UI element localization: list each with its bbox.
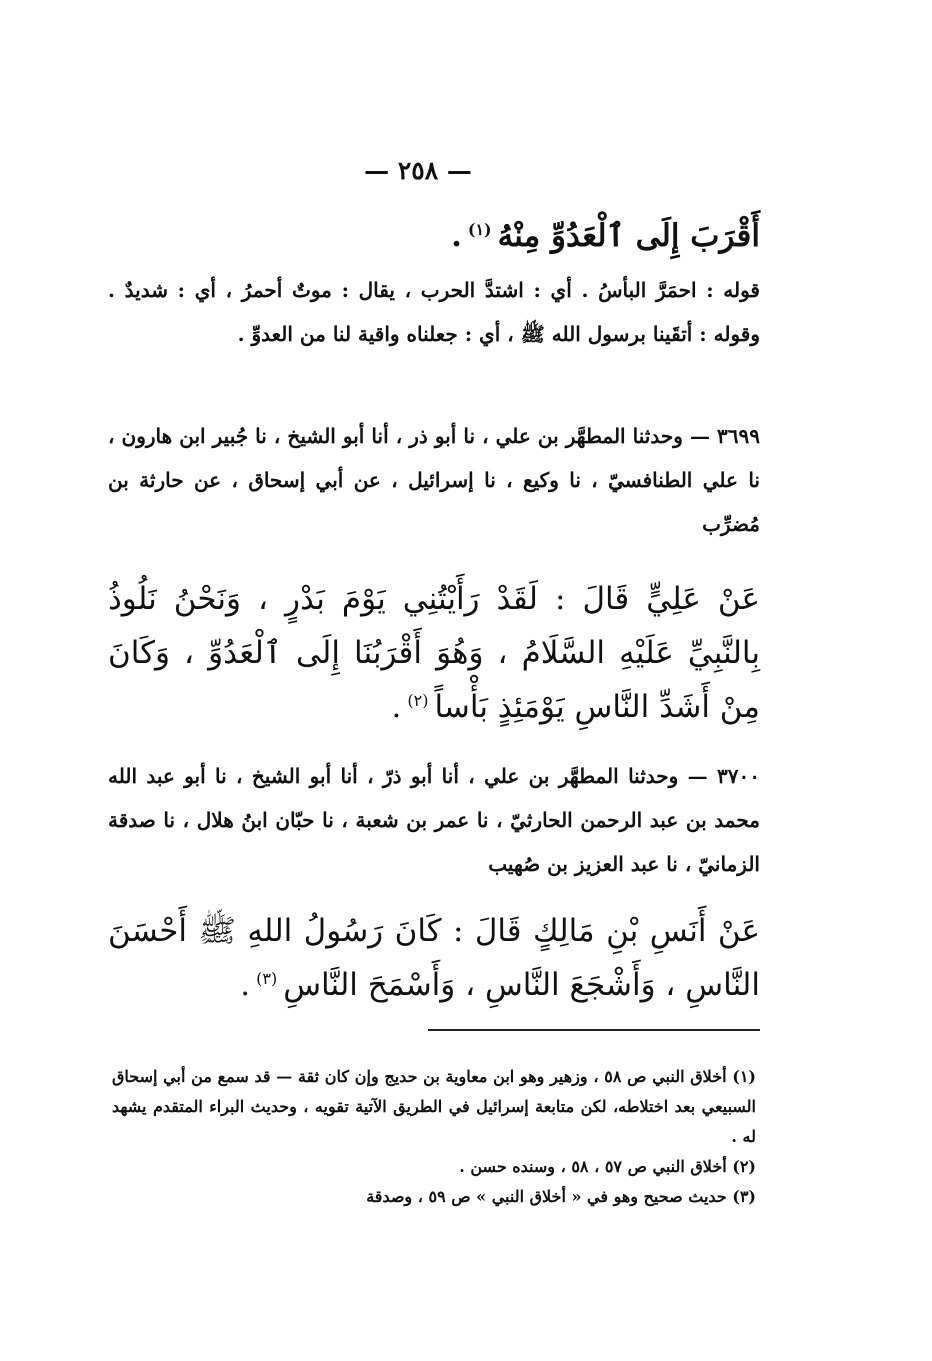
isnad-3699: ٣٦٩٩ — وحدثنا المطهَّر بن علي ، نا أبو ذر ، أنا أبو الشيخ ، نا جُبير ابن هارون ، نا علي الطنافسيّ ، نا وكيع ، نا إسرائيل ، عن أبي إسحاق ، عن حارثة بن مُضرِّب — [108, 424, 760, 536]
opening-line-text: أَقْرَبَ إِلَى ٱلْعَدُوِّ مِنْهُ — [497, 218, 760, 254]
matn-3700 — [108, 904, 760, 1012]
footnote-1: (١) أخلاق النبي ص ٥٨ ، وزهير وهو ابن معاوية بن حديج وإن كان ثقة — قد سمع من أبي إسحاق السبيعي بعد اختلاطه، لكن متابعة إسرائيل في الطريق الآتية تقويه ، وحديث البراء المتقدم يشهد له . — [112, 1067, 756, 1146]
matn-3699 — [108, 572, 760, 734]
matn-3700-text: عَنْ أَنَسِ بْنِ مَالِكٍ قَالَ : كَانَ رَسُولُ اللهِ ﷺ أَحْسَنَ النَّاسِ ، وَأَشْجَعَ النَّاسِ ، وَأَسْمَحَ النَّاسِ — [108, 913, 760, 1003]
opening-line — [108, 214, 760, 258]
page-number: — ٢٥٨ — — [364, 156, 472, 185]
footnote-3: (٣) حديث صحيح وهو في « أخلاق النبي » ص ٥٩ ، وصدقة — [366, 1187, 756, 1206]
footnote-ref-2: (٢) — [407, 690, 429, 710]
matn-3699-end: . — [391, 689, 402, 725]
matn-3700-end: . — [240, 967, 251, 1003]
footnote-separator — [428, 1029, 760, 1031]
footnotes — [112, 1062, 756, 1212]
isnad-3700: ٣٧٠٠ — وحدثنا المطهَّر بن علي ، أنا أبو ذرّ ، أنا أبو الشيخ ، نا أبو عبد الله محمد بن عبد الرحمن الحارثيّ ، نا عمر بن شعبة ، نا حبّان ابنُ هلال ، نا صدقة الزمانيّ ، نا عبد العزيز بن صُهيب — [108, 764, 760, 876]
matn-3699-text: عَنْ عَلِيٍّ قَالَ : لَقَدْ رَأَيْتُنِي يَوْمَ بَدْرٍ ، وَنَحْنُ نَلُوذُ بِالنَّبِيِّ عَلَيْهِ السَّلَامُ ، وَهُوَ أَقْرَبُنَا إِلَى ٱلْعَدُوِّ ، وَكَانَ مِنْ أَشَدِّ النَّاسِ يَوْمَئِذٍ بَأْساً — [108, 581, 760, 725]
commentary-paragraph: قوله : احمَرَّ البأسُ . أي : اشتدَّ الحرب ، يقال : موتٌ أحمرُ ، أي : شديدٌ . وقوله : أتقَينا برسول الله ﷺ ، أي : جعلناه واقية لنا من العدوِّ . — [108, 278, 760, 346]
footnote-ref-3: (٣) — [256, 968, 278, 988]
footnote-ref-1: (١) — [467, 219, 492, 239]
footnote-2: (٢) أخلاق النبي ص ٥٧ ، ٥٨ ، وسنده حسن . — [459, 1157, 756, 1176]
opening-line-end: . — [451, 218, 462, 254]
